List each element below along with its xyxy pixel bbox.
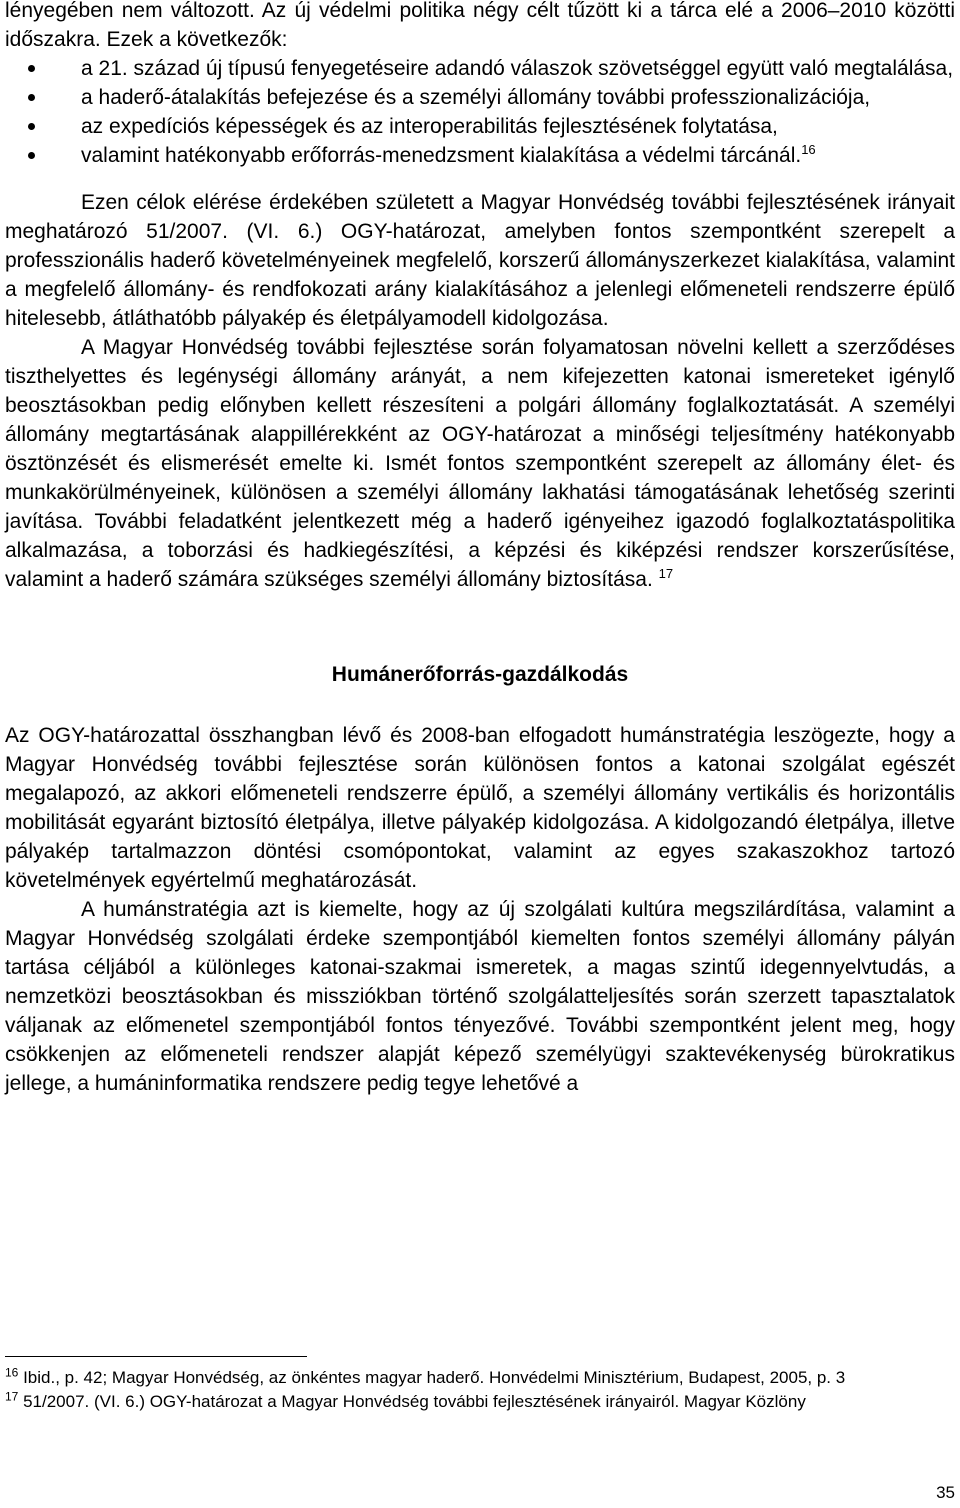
footnote-divider — [5, 1356, 307, 1357]
section-heading: Humánerőforrás-gazdálkodás — [331, 663, 629, 686]
footnote-number: 16 — [5, 1365, 19, 1380]
list-item: a 21. század új típusú fenyegetéseire adandó válaszok szövetséggel együtt való megtalálása, — [81, 54, 955, 83]
list-item: a haderő-átalakítás befejezése és a személyi állomány további professzionalizációja, — [81, 83, 955, 112]
goals-list — [5, 54, 955, 170]
body-paragraph: Ezen célok elérése érdekében született a Magyar Honvédség további fejlesztésének irányait meghatározó 51/2007. (VI. 6.) OGY-határozat, amelyben fontos szempontként szerepelt a professzionális haderő követelményeinek megfelelő, korszerű állományszerkezet kialakítása, valamint a megfelelő állomány- és rendfokozati arány kialakításához a jelenlegi előmeneteli rendszerre épülő hitelesebb, átláthatóbb pályakép és életpályamodell kidolgozása. — [5, 191, 955, 330]
footnotes — [5, 1366, 955, 1414]
body-paragraph: Az OGY-határozattal összhangban lévő és 2008-ban elfogadott humánstratégia leszögezte, hogy a Magyar Honvédség további fejlesztése során különösen fontos a katonai szolgálat egészét megalapozó, az akkori előmeneteli rendszerre épülő, a személyi állomány vertikális és horizontális mobilitását egyaránt biztosító életpálya, illetve pályakép kidolgozása. A kidolgozandó életpálya, illetve pályakép tartalmazzon döntési csomópontokat, valamint az egyes szakaszokhoz tartozó követelmények egyértelmű meghatározását. — [5, 724, 955, 892]
page-number: 35 — [936, 1483, 955, 1502]
footnote: $^{16}$ Ibid., p. 42; Magyar Honvédség, az önkéntes magyar haderő. Honvédelmi Minisztérium, Budapest, 2005, p. 3 — [5, 1365, 846, 1387]
list-item: az expedíciós képességek és az interoperabilitás fejlesztésének folytatása, — [81, 112, 955, 141]
document-page — [5, 0, 955, 1098]
intro-paragraph: lényegében nem változott. Az új védelmi politika négy célt tűzött ki a tárca elé a 2006–2010 közötti időszakra. Ezek a következők: — [5, 0, 955, 51]
list-item: valamint hatékonyabb erőforrás-menedzsment kialakítása a védelmi tárcánál.$^{16}$ — [81, 141, 955, 170]
footnote-ref: 16 — [801, 142, 816, 157]
footnote: $^{17}$ 51/2007. (VI. 6.) OGY-határozat a Magyar Honvédség további fejlesztésének irányairól. Magyar Közlöny — [5, 1389, 806, 1411]
footnote-number: 17 — [5, 1389, 19, 1404]
body-paragraph: A Magyar Honvédség további fejlesztése során folyamatosan növelni kellett a szerződéses tiszthelyettes és legénységi állomány arányát, a nem kifejezetten katonai ismereteket igénylő beosztásokban pedig előnyben kellett részesíteni a polgári állomány foglalkoztatását. A személyi állomány megtartásának alappillérekként az OGY-határozat a minőségi teljesítmény hatékonyabb ösztönzését és elismerését emelte ki. Ismét fontos szempontként szerepelt az állomány élet- és munkakörülményeinek, különösen a személyi állomány lakhatási támogatásának lehetőség szerinti javítása. További feladatként jelentkezett még a haderő igényeihez igazodó foglalkoztatáspolitika alkalmazása, a toborzási és hadkiegészítési, a képzési és kiképzési rendszer korszerűsítése, valamint a haderő számára szükséges személyi állomány biztosítása. $^{17}$ — [5, 336, 955, 591]
body-paragraph: A humánstratégia azt is kiemelte, hogy az új szolgálati kultúra megszilárdítása, valamint a Magyar Honvédség szolgálati érdeke szempontjából kiemelten fontos személyi állomány pályán tartása céljából a különleges katonai-szakmai ismeretek, a magas szintű idegennyelvtudás, a nemzetközi beosztásokban és missziókban történő szolgálatteljesítés során szerzett tapasztalatok váljanak az előmenetel szempontjából fontos tényezővé. További szempontként jelent meg, hogy csökkenjen az előmeneteli rendszer alapját képező személyügyi szaktevékenység bürokratikus jellege, a humáninformatika rendszere pedig tegye lehetővé a — [5, 898, 955, 1095]
footnote-ref: 17 — [658, 566, 674, 581]
